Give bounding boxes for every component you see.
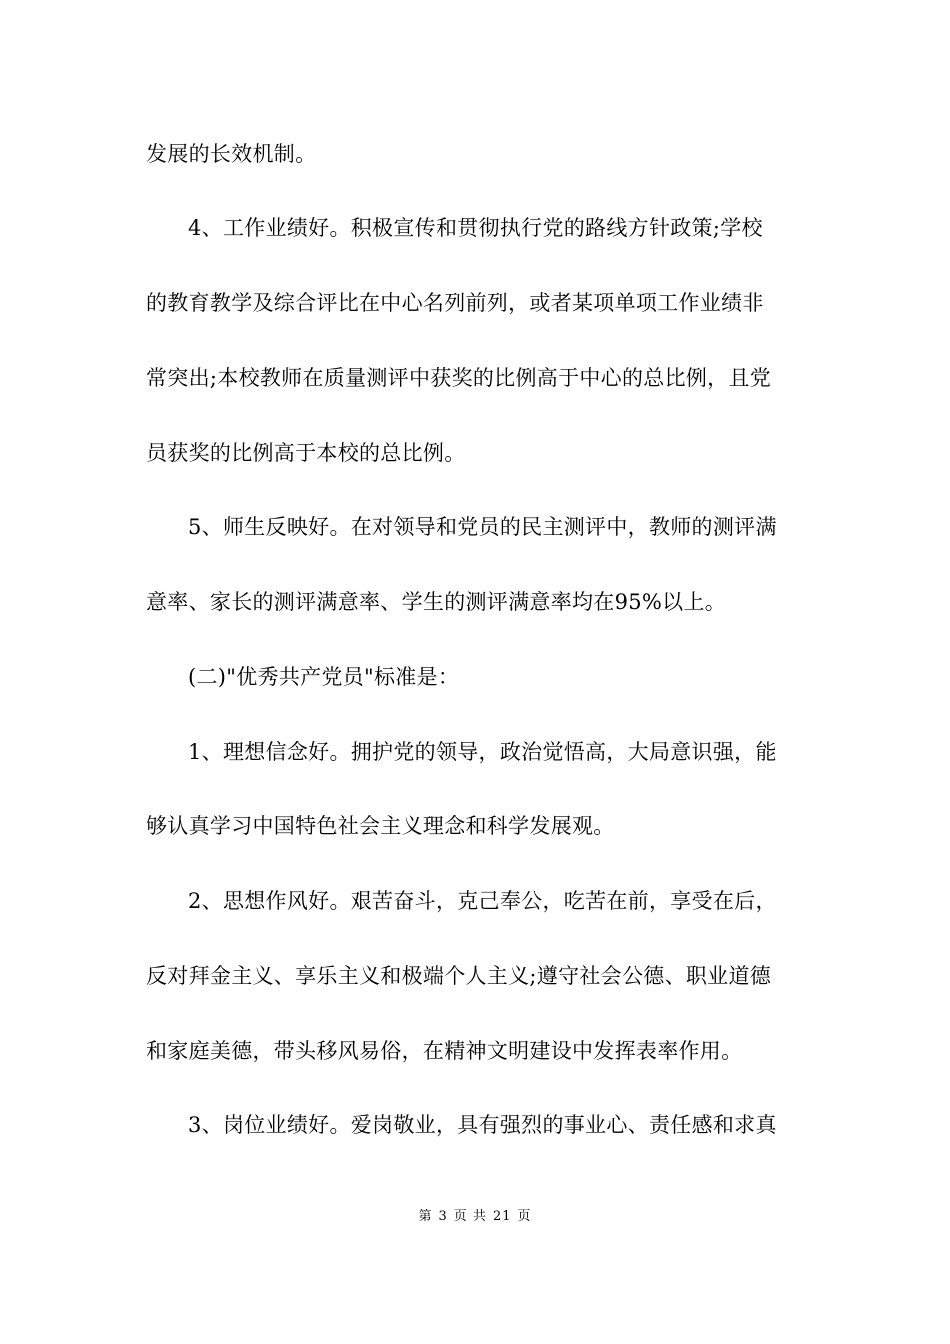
footer-current-page: 3 — [438, 1209, 448, 1224]
text-line: 够认真学习中国特色社会主义理念和科学发展观。 — [146, 814, 615, 838]
footer-mid: 页 共 — [453, 1209, 487, 1224]
section-heading: (二)"优秀共产党员"标准是： — [188, 665, 460, 689]
text-line: 意率、家长的测评满意率、学生的测评满意率均在95%以上。 — [146, 590, 727, 614]
footer-suffix: 页 — [517, 1209, 532, 1224]
footer-prefix: 第 — [418, 1209, 433, 1224]
text-line: 3、岗位业绩好。爱岗敬业，具有强烈的事业心、责任感和求真 — [188, 1113, 777, 1137]
text-line: 员获奖的比例高于本校的总比例。 — [146, 441, 466, 465]
text-line: 2、思想作风好。艰苦奋斗，克己奉公，吃苦在前，享受在后， — [188, 889, 777, 913]
text-line: 4、工作业绩好。积极宣传和贯彻执行党的路线方针政策;学校 — [188, 216, 763, 240]
footer-total-pages: 21 — [492, 1209, 512, 1224]
page-footer — [0, 1208, 950, 1226]
text-line: 发展的长效机制。 — [146, 142, 317, 166]
text-line: 反对拜金主义、享乐主义和极端个人主义;遵守社会公德、职业道德 — [146, 964, 772, 988]
text-line: 和家庭美德，带头移风易俗，在精神文明建设中发挥表率作用。 — [146, 1039, 743, 1063]
text-line: 的教育教学及综合评比在中心名列前列，或者某项单项工作业绩非 — [146, 291, 764, 315]
text-line: 常突出;本校教师在质量测评中获奖的比例高于中心的总比例，且党 — [146, 366, 772, 390]
text-line: 1、理想信念好。拥护党的领导，政治觉悟高，大局意识强，能 — [188, 740, 777, 764]
text-line: 5、师生反映好。在对领导和党员的民主测评中，教师的测评满 — [188, 515, 777, 539]
